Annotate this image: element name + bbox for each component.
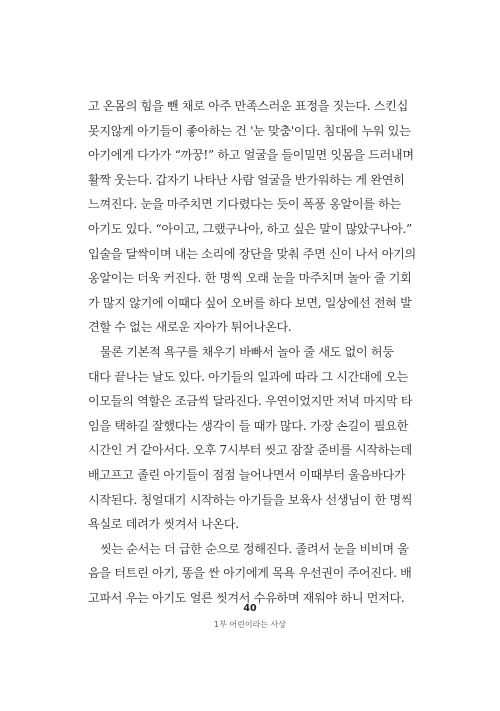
text-line: 느껴진다. 눈을 마주치면 기다렸다는 듯이 폭풍 옹알이를 하는 xyxy=(88,197,401,212)
text-line: 가 많지 않기에 이때다 싶어 오버를 하다 보면, 일상에선 전혀 발 xyxy=(88,295,412,310)
body-text xyxy=(88,94,418,610)
text-line: 아기도 있다. “아이고, 그랬구나아, 하고 싶은 말이 많았구나아.” xyxy=(88,221,412,236)
text-line: 이모들의 역할은 조금씩 달라진다. 우연이었지만 저녁 마지막 타 xyxy=(88,394,413,409)
text-line: 아기에게 다가가 “까꿍!” 하고 얼굴을 들이밀면 잇몸을 드러내며 xyxy=(88,148,414,163)
text-line: 욕실로 데려가 씻겨서 나온다. xyxy=(88,517,239,532)
paragraph-first-line: 씻는 순서는 더 급한 순으로 정해진다. 졸려서 눈을 비비며 울 xyxy=(100,541,409,556)
page-number: 40 xyxy=(243,603,257,614)
text-line: 고 온몸의 힘을 뺀 채로 아주 만족스러운 표정을 짓는다. 스킨십 xyxy=(88,99,409,113)
running-footer: 1부 어린이라는 사상 xyxy=(214,620,286,629)
text-line: 고파서 우는 아기도 얼른 씻겨서 수유하며 재워야 하니 먼저다. xyxy=(88,590,405,605)
text-line: 임을 택하길 잘했다는 생각이 들 때가 많다. 가장 손길이 필요한 xyxy=(88,418,409,433)
text-line: 시작된다. 칭얼대기 시작하는 아기들을 보육사 선생님이 한 명씩 xyxy=(88,492,413,507)
text-line: 견할 수 없는 새로운 자아가 튀어나온다. xyxy=(88,320,292,335)
text-line: 배고프고 졸린 아기들이 점점 늘어나면서 이때부터 울음바다가 xyxy=(88,467,406,482)
text-line: 못지않게 아기들이 좋아하는 건 '눈 맞춤'이다. 침대에 누워 있는 xyxy=(88,123,411,138)
paragraph-first-line: 물론 기본적 욕구를 채우기 바빠서 놀아 줄 새도 없이 허둥 xyxy=(100,344,394,359)
text-line: 활짝 웃는다. 갑자기 나타난 사람 얼굴을 반가워하는 게 완연히 xyxy=(88,172,405,187)
text-line: 시간인 거 같아서다. 오후 7시부터 씻고 잠잘 준비를 시작하는데 xyxy=(88,443,412,458)
text-line: 옹알이는 더욱 커진다. 한 명씩 오래 눈을 마주치며 놀아 줄 기회 xyxy=(88,271,412,286)
text-line: 음을 터트린 아기, 똥을 싼 아기에게 목욕 우선권이 주어진다. 배 xyxy=(88,566,412,581)
text-line: 입술을 달싹이며 내는 소리에 장단을 맞춰 주면 신이 나서 아기의 xyxy=(88,246,416,261)
text-line: 대다 끝나는 날도 있다. 아기들의 일과에 따라 그 시간대에 오는 xyxy=(88,369,409,384)
